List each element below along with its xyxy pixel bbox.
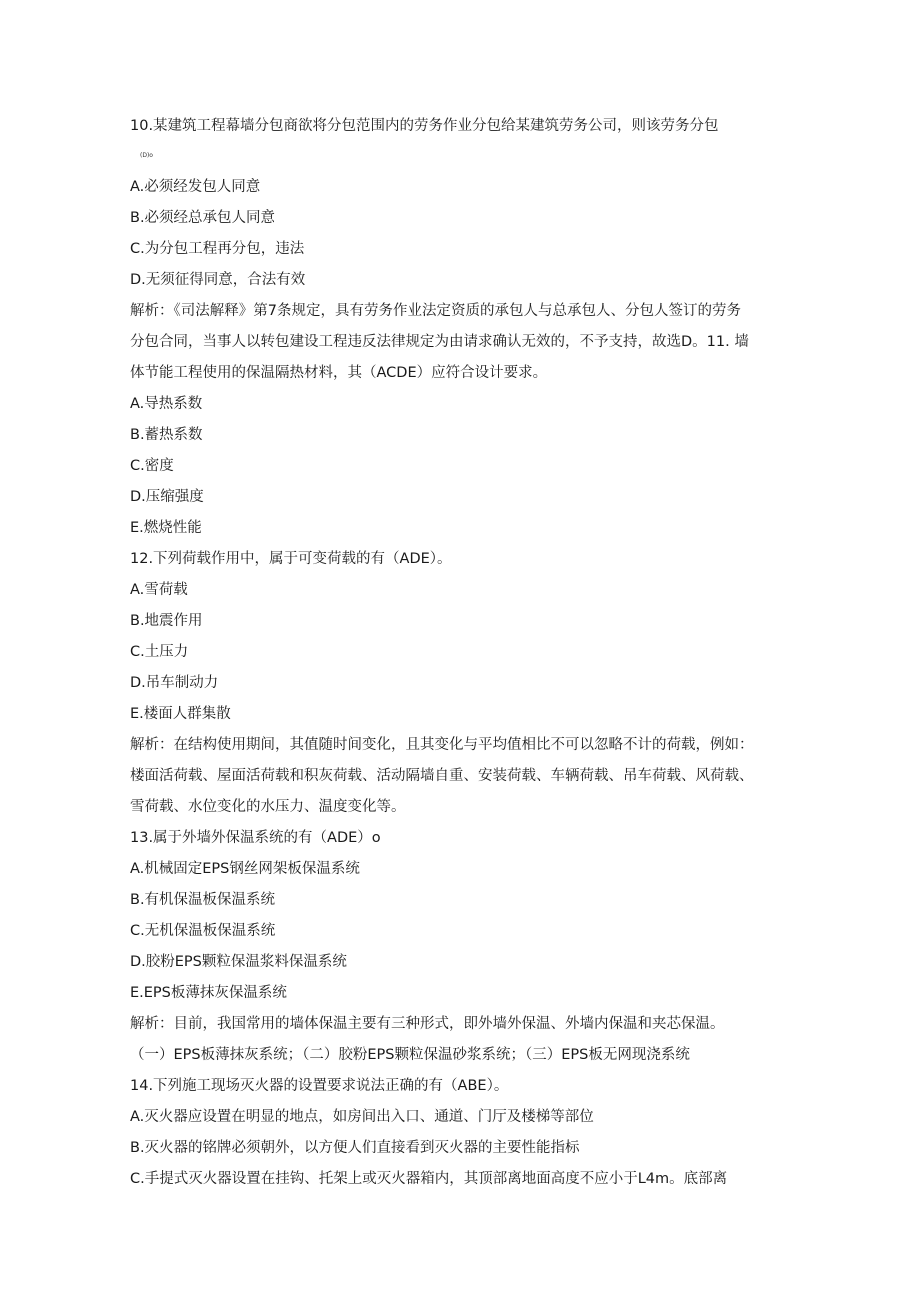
explanation-line: 解析：在结构使用期间，其值随时间变化，且其变化与平均值相比不可以忽略不计的荷载，例如： — [130, 737, 754, 753]
option-line: E.燃烧性能 — [130, 520, 202, 536]
option-line: A.必须经发包人同意 — [130, 179, 261, 195]
option-line: B.必须经总承包人同意 — [130, 210, 276, 226]
option-line: E.EPS板薄抹灰保温系统 — [130, 985, 287, 1001]
question-12: 12.下列荷载作用中，属于可变荷载的有（ADE）。 — [130, 551, 452, 567]
option-line: B.灭火器的铭牌必须朝外，以方便人们直接看到灭火器的主要性能指标 — [130, 1140, 580, 1156]
explanation-line: 分包合同，当事人以转包建设工程违反法律规定为由请求确认无效的，不予支持，故选D。11. 墙 — [130, 334, 749, 350]
option-line: B.有机保温板保温系统 — [130, 892, 276, 908]
option-line: E.楼面人群集散 — [130, 706, 231, 722]
explanation-line: 解析：目前，我国常用的墙体保温主要有三种形式，即外墙外保温、外墙内保温和夹芯保温。 — [130, 1016, 725, 1032]
question-11: 体节能工程使用的保温隔热材料，其（ACDE）应符合设计要求。 — [130, 365, 548, 381]
option-line: A.导热系数 — [130, 396, 203, 412]
explanation-line: 楼面活荷载、屋面活荷载和积灰荷载、活动隔墙自重、安装荷载、车辆荷载、吊车荷载、风荷载、 — [130, 768, 754, 784]
option-line: D.胶粉EPS颗粒保温浆料保温系统 — [130, 954, 347, 970]
option-line: D.吊车制动力 — [130, 675, 219, 691]
explanation-line: 解析：《司法解释》第7条规定，具有劳务作业法定资质的承包人与总承包人、分包人签订的劳务 — [130, 303, 741, 319]
question-13: 13.属于外墙外保温系统的有（ADE）o — [130, 830, 381, 846]
option-line: C.土压力 — [130, 644, 189, 660]
option-line: A.机械固定EPS钢丝网架板保温系统 — [130, 861, 360, 877]
explanation-line: 雪荷载、水位变化的水压力、温度变化等。 — [130, 799, 406, 815]
option-line: D.压缩强度 — [130, 489, 204, 505]
option-line: A.灭火器应设置在明显的地点，如房间出入口、通道、门厅及楼梯等部位 — [130, 1109, 594, 1125]
option-line: C.密度 — [130, 458, 174, 474]
question-10: 10.某建筑工程幕墙分包商欲将分包范围内的劳务作业分包给某建筑劳务公司，则该劳务分包 — [130, 118, 719, 134]
question-14: 14.下列施工现场灭火器的设置要求说法正确的有（ABE）。 — [130, 1078, 509, 1094]
answer-mark: (D)o — [140, 152, 153, 159]
option-line: A.雪荷载 — [130, 582, 188, 598]
option-line: C.无机保温板保温系统 — [130, 923, 276, 939]
option-line: D.无须征得同意，合法有效 — [130, 272, 306, 288]
explanation-line: （一）EPS板薄抹灰系统；（二）胶粉EPS颗粒保温砂浆系统；（三）EPS板无网现浇系统 — [130, 1047, 690, 1063]
option-line: B.蓄热系数 — [130, 427, 203, 443]
option-line: C.为分包工程再分包，违法 — [130, 241, 305, 257]
option-line: C.手提式灭火器设置在挂钩、托架上或灭火器箱内，其顶部离地面高度不应小于L4m。底部离 — [130, 1171, 728, 1187]
option-line: B.地震作用 — [130, 613, 203, 629]
